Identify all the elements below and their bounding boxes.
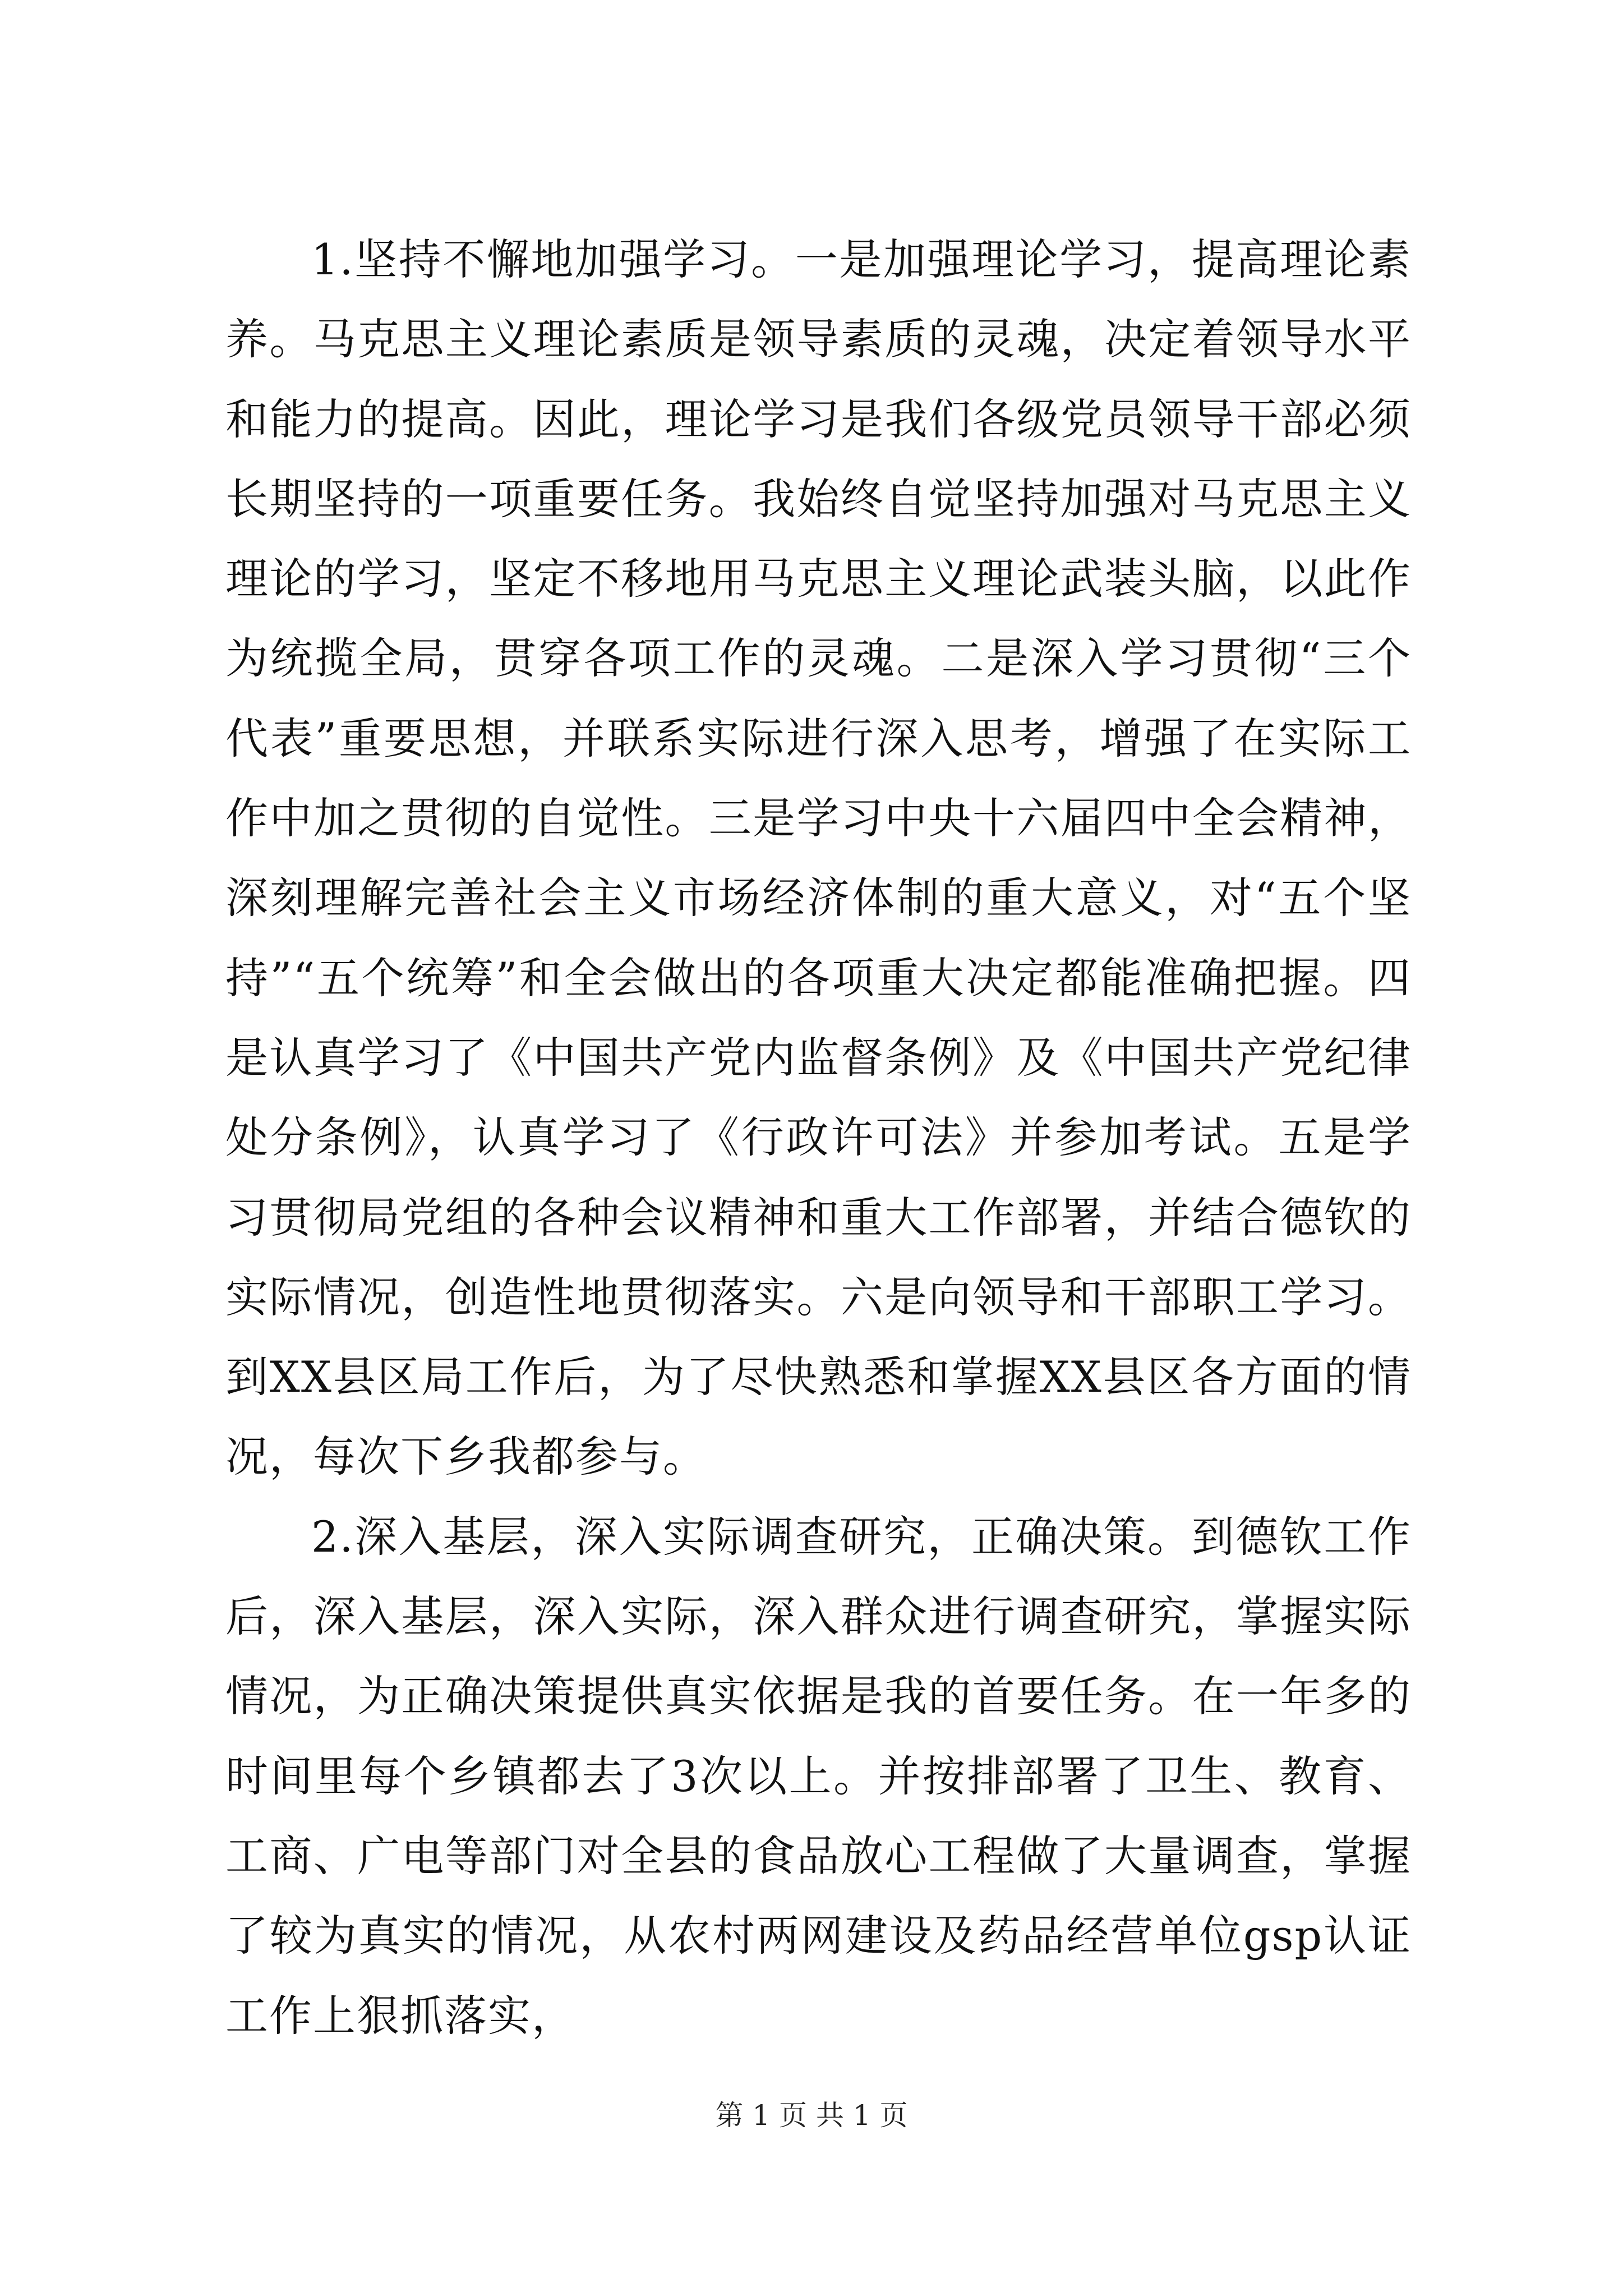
paragraph-2: 2.深入基层，深入实际调查研究，正确决策。到德钦工作后，深入基层，深入实际，深入群众进行调查研究，掌握实际情况，为正确决策提供真实依据是我的首要任务。在一年多的时间里每个乡镇都去了3次以上。并按排部署了卫生、教育、工商、广电等部门对全县的食品放心工程做了大量调查，掌握了较为真实的情况，从农村两网建设及药品经营单位gsp认证工作上狠抓落实，: [225, 1511, 1412, 2041]
document-body: [225, 220, 1412, 2056]
paragraph-1: 1.坚持不懈地加强学习。一是加强理论学习，提高理论素养。马克思主义理论素质是领导素质的灵魂，决定着领导水平和能力的提高。因此，理论学习是我们各级党员领导干部必须长期坚持的一项重要任务。我始终自觉坚持加强对马克思主义理论的学习，坚定不移地用马克思主义理论武装头脑，以此作为统揽全局，贯穿各项工作的灵魂。二是深入学习贯彻“三个代表”重要思想，并联系实际进行深入思考，增强了在实际工作中加之贯彻的自觉性。三是学习中央十六届四中全会精神，深刻理解完善社会主义市场经济体制的重大意义，对“五个坚持”“五个统筹”和全会做出的各项重大决定都能准确把握。四是认真学习了《中国共产党内监督条例》及《中国共产党纪律处分条例》，认真学习了《行政许可法》并参加考试。五是学习贯彻局党组的各种会议精神和重大工作部署，并结合德钦的实际情况，创造性地贯彻落实。六是向领导和干部职工学习。到XX县区局工作后，为了尽快熟悉和掌握XX县区各方面的情况，每次下乡我都参与。: [225, 234, 1412, 1482]
page-footer: 第 1 页 共 1 页: [715, 2099, 908, 2132]
